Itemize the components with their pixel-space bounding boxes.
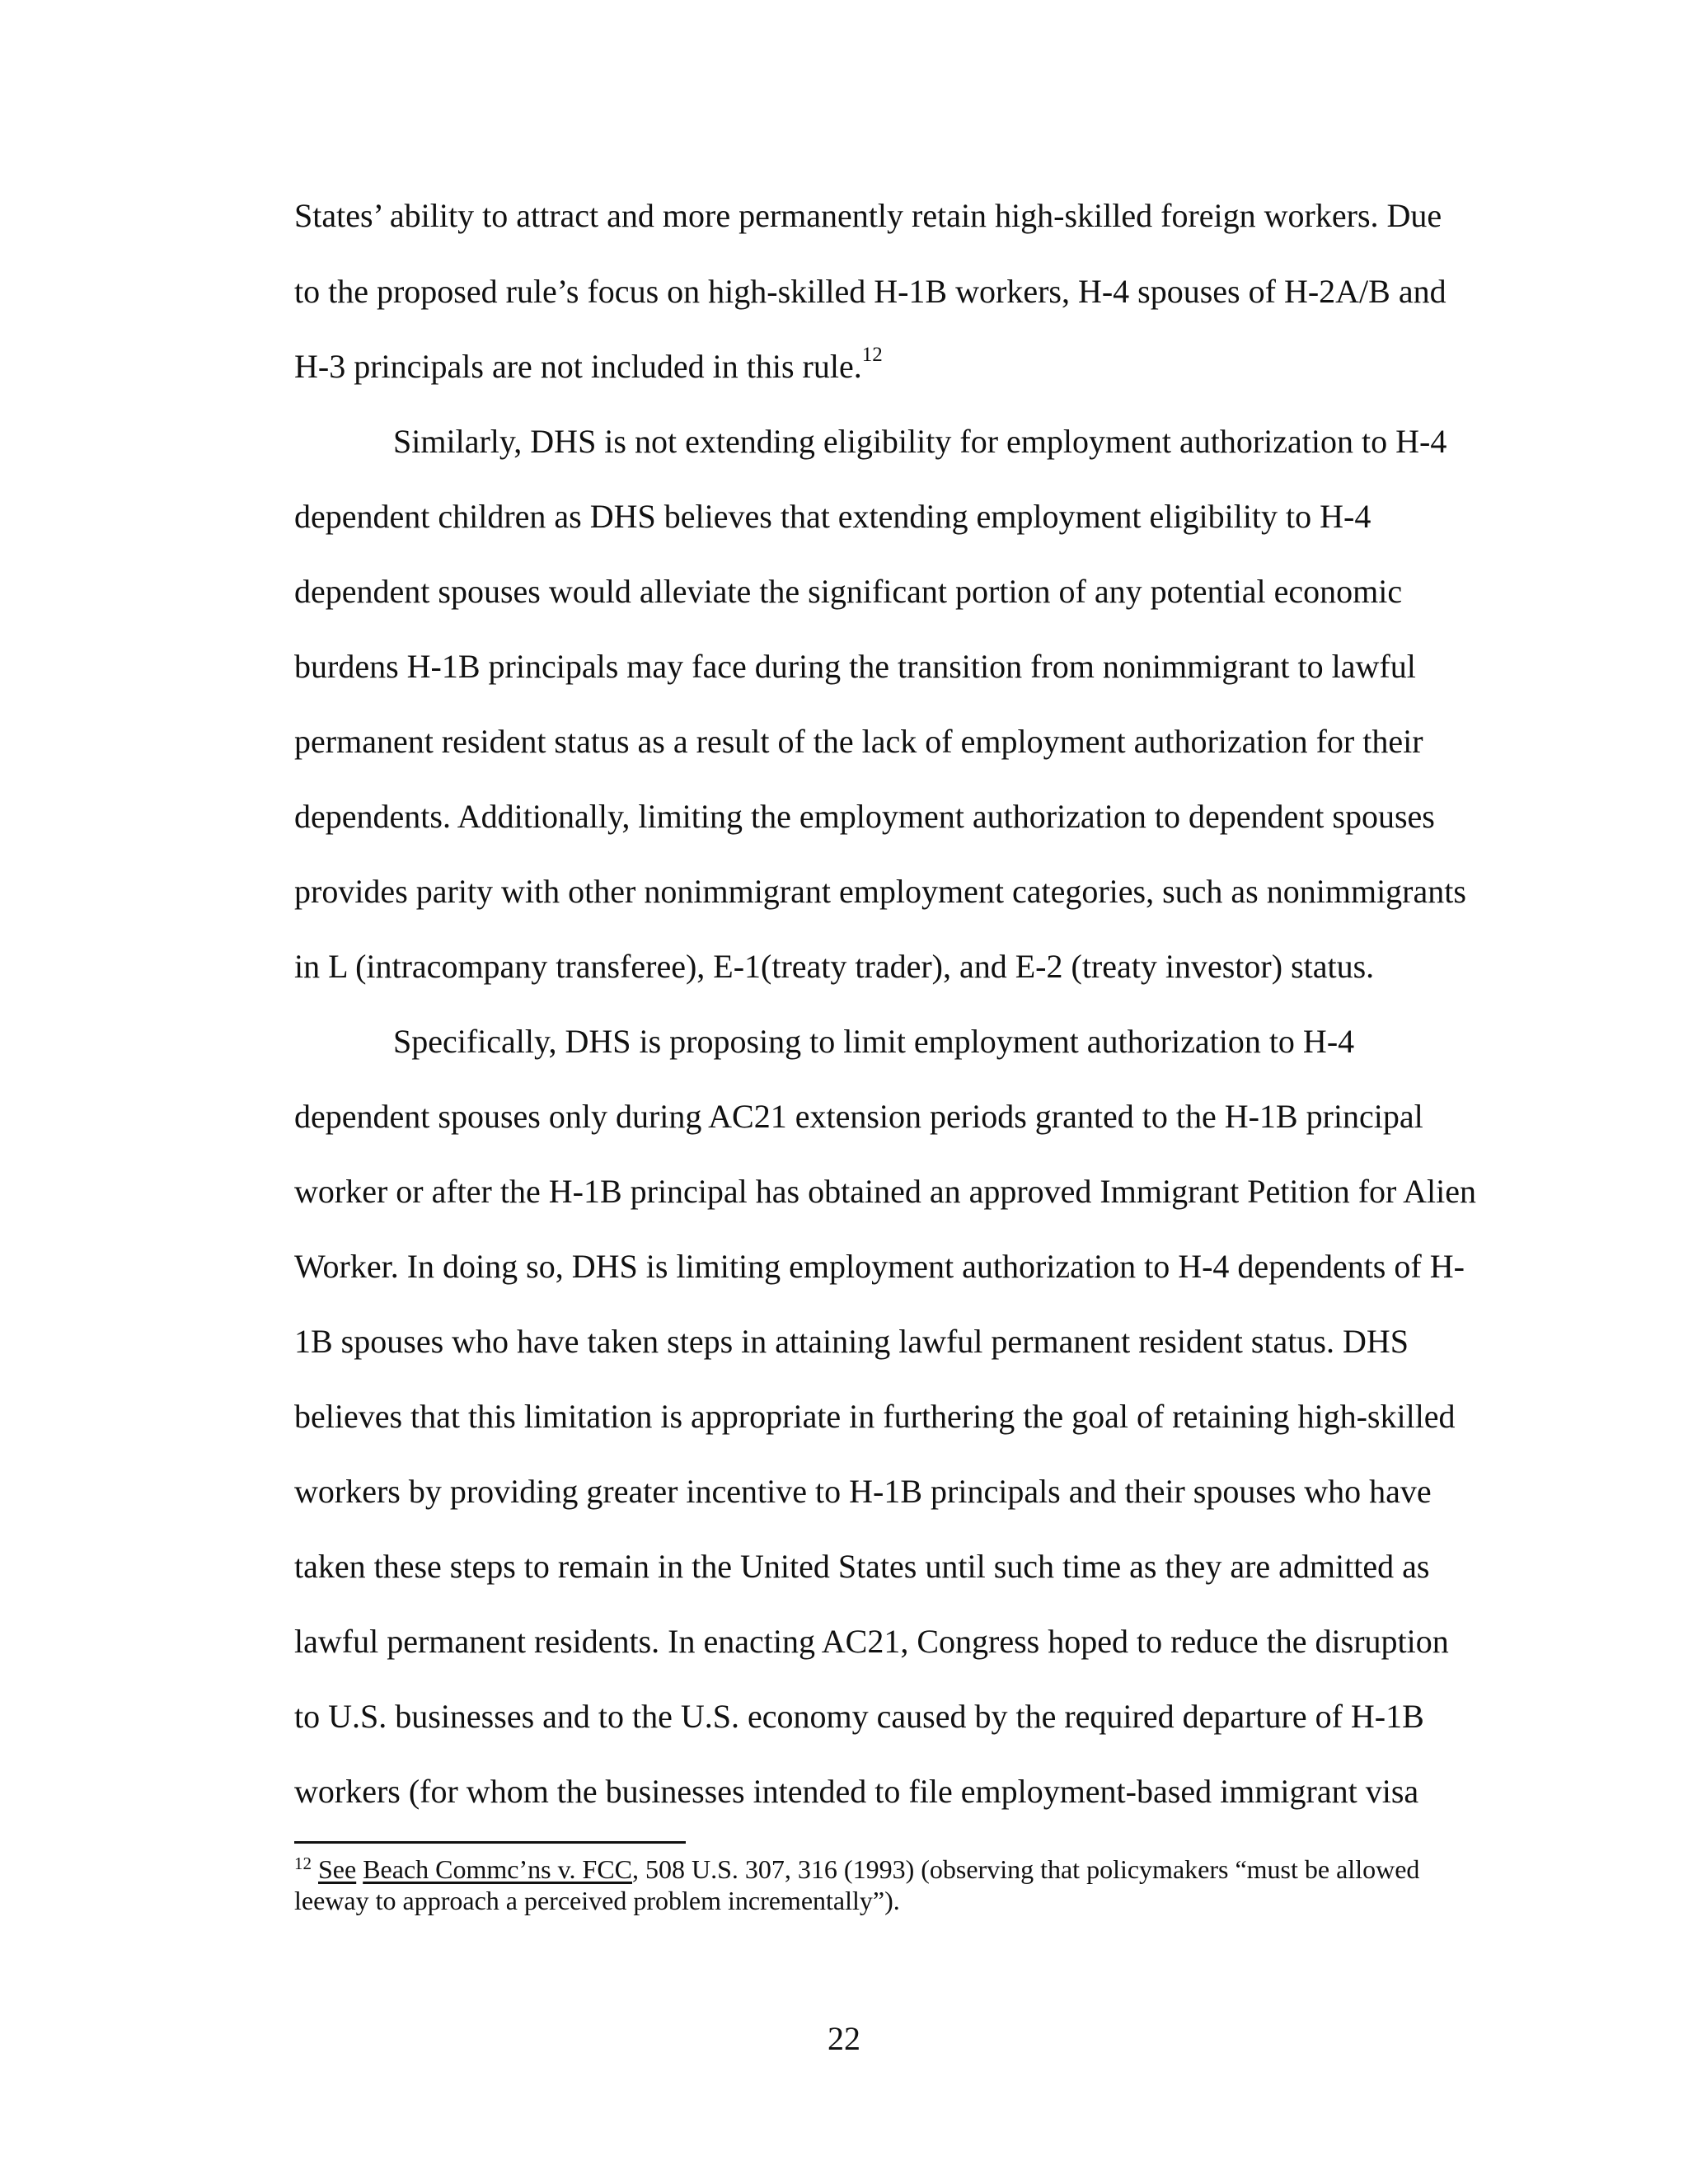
footnote-number: 12 [294,1854,312,1873]
body-line: believes that this limitation is appropriate in furthering the goal of retaining high-skilled [294,1398,1456,1435]
body-line: dependent children as DHS believes that extending employment eligibility to H-4 [294,498,1372,535]
footnote-line [294,1854,1419,1888]
body-line: lawful permanent residents. In enacting AC21, Congress hoped to reduce the disruption [294,1623,1449,1660]
body-line: to U.S. businesses and to the U.S. economy caused by the required departure of H-1B [294,1698,1424,1735]
footnote-citation: , 508 U.S. 307, 316 (1993) (observing that policymakers “must be allowed [632,1854,1420,1884]
body-line: Similarly, DHS is not extending eligibility for employment authorization to H-4 [393,423,1447,460]
footnote-reference[interactable]: 12 [861,343,883,366]
footnote-signal: See [318,1854,357,1884]
body-line: dependents. Additionally, limiting the employment authorization to dependent spouses [294,798,1435,835]
body-line: provides parity with other nonimmigrant employment categories, such as nonimmigrants [294,873,1466,910]
body-line: 1B spouses who have taken steps in attaining lawful permanent resident status. DHS [294,1323,1409,1360]
body-line: to the proposed rule’s focus on high-skilled H-1B workers, H-4 spouses of H-2A/B and [294,273,1447,310]
body-line: worker or after the H-1B principal has obtained an approved Immigrant Petition for Alien [294,1173,1477,1210]
body-line: Worker. In doing so, DHS is limiting employment authorization to H-4 dependents of H- [294,1248,1465,1285]
body-line: permanent resident status as a result of the lack of employment authorization for their [294,723,1423,760]
body-line: burdens H-1B principals may face during the transition from nonimmigrant to lawful [294,648,1416,685]
footnote-line: leeway to approach a perceived problem incrementally”). [294,1886,900,1915]
footnote-separator [294,1841,686,1844]
footnote-case-name: Beach Commc’ns v. FCC [363,1854,632,1884]
body-line: in L (intracompany transferee), E-1(treaty trader), and E-2 (treaty investor) status. [294,948,1375,985]
body-line: dependent spouses only during AC21 extension periods granted to the H-1B principal [294,1098,1423,1135]
body-line: States’ ability to attract and more permanently retain high-skilled foreign workers. Due [294,197,1442,234]
body-line [294,343,883,387]
page-number: 22 [828,2020,860,2057]
body-line: workers by providing greater incentive to H-1B principals and their spouses who have [294,1473,1432,1510]
body-line-text: H-3 principals are not included in this rule. [294,348,862,385]
body-line: workers (for whom the businesses intended to file employment-based immigrant visa [294,1773,1419,1810]
body-line: Specifically, DHS is proposing to limit employment authorization to H-4 [393,1023,1355,1060]
body-line: taken these steps to remain in the United States until such time as they are admitted as [294,1548,1430,1585]
body-line: dependent spouses would alleviate the significant portion of any potential economic [294,573,1403,610]
